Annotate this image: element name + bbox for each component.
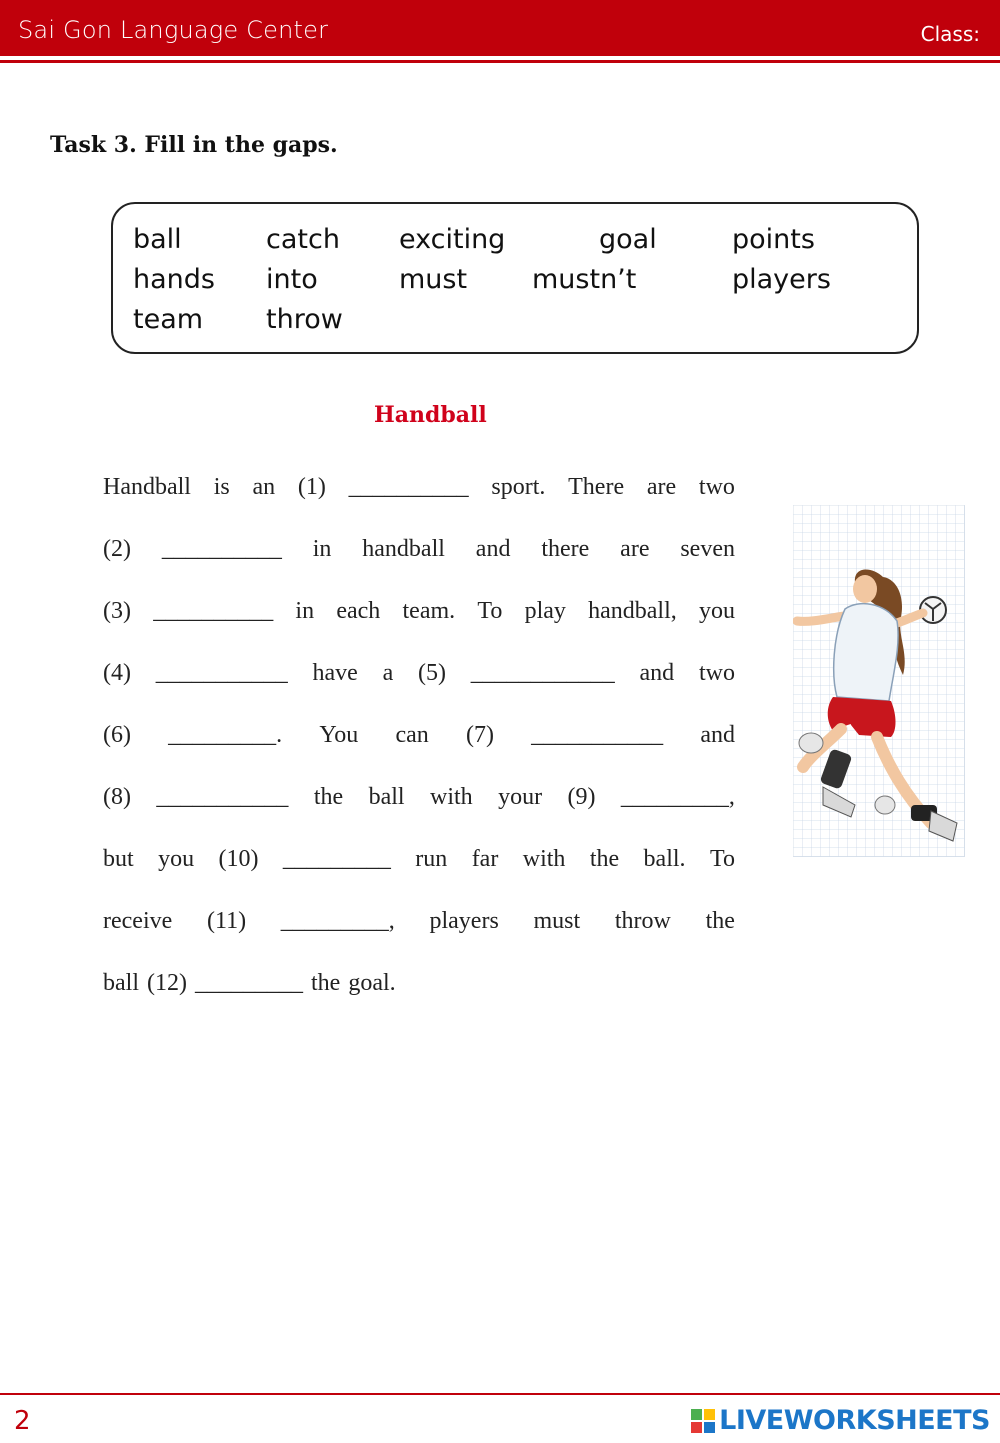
passage-line	[103, 474, 735, 501]
answer-blank[interactable]: __________	[161, 536, 282, 562]
answer-blank[interactable]: ___________	[155, 660, 288, 686]
word-bank-item[interactable]: goal	[599, 224, 657, 255]
passage-line	[103, 598, 735, 625]
passage-word: and	[475, 536, 511, 562]
answer-blank[interactable]: ____________	[470, 660, 615, 686]
passage-word: (6)	[103, 722, 131, 748]
passage-word: You	[319, 722, 359, 748]
passage-word: players	[429, 908, 499, 934]
passage-word: (1)	[297, 474, 326, 500]
answer-blank[interactable]: ___________	[156, 784, 289, 810]
answer-blank[interactable]: _________,	[280, 908, 395, 934]
word-bank-item[interactable]: ball	[133, 224, 182, 255]
passage-line	[103, 908, 735, 935]
class-label: Class:	[920, 22, 980, 46]
liveworksheets-logo-icon	[691, 1409, 715, 1433]
passage-word: (5)	[418, 660, 446, 686]
passage-word: handball	[362, 536, 445, 562]
word-bank-item[interactable]: into	[266, 264, 318, 295]
answer-blank[interactable]: __________	[348, 474, 469, 500]
answer-blank[interactable]: _________,	[620, 784, 735, 810]
brand[interactable]	[691, 1405, 990, 1436]
passage-word: is	[213, 474, 230, 500]
passage-line	[103, 660, 735, 687]
passage-word: (11)	[206, 908, 247, 934]
answer-blank[interactable]: ___________	[531, 722, 664, 748]
passage-word: two	[698, 474, 735, 500]
word-bank-item[interactable]: must	[399, 264, 468, 295]
word-bank-item[interactable]: team	[133, 304, 204, 335]
brand-name: LIVEWORKSHEETS	[719, 1405, 990, 1436]
passage-word: Handball	[103, 474, 191, 500]
passage-word: There	[568, 474, 625, 500]
passage-word: goal.	[348, 970, 396, 996]
word-bank-item[interactable]: catch	[266, 224, 340, 255]
passage-word: with	[430, 784, 473, 810]
passage-word: sport.	[491, 474, 546, 500]
footer-divider	[0, 1393, 1000, 1395]
passage-word: (4)	[103, 660, 131, 686]
passage-word: have	[312, 660, 358, 686]
passage-word: ball	[368, 784, 405, 810]
passage-word: throw	[614, 908, 671, 934]
passage-word: are	[620, 536, 650, 562]
passage-line	[103, 970, 735, 997]
passage-word: play	[524, 598, 566, 624]
center-name: Sai Gon Language Center	[18, 16, 329, 44]
passage-word: you	[698, 598, 735, 624]
passage-word: with	[522, 846, 566, 872]
handball-player-icon	[793, 505, 965, 857]
passage-word: (3)	[103, 598, 131, 624]
passage-word: (9)	[567, 784, 596, 810]
passage-word: To	[709, 846, 735, 872]
passage-word: in	[295, 598, 315, 624]
task-title: Task 3. Fill in the gaps.	[50, 132, 338, 158]
passage-word: are	[646, 474, 677, 500]
passage-word: a	[382, 660, 394, 686]
word-bank-item[interactable]: players	[732, 264, 831, 295]
passage-word: the	[589, 846, 620, 872]
passage-line	[103, 846, 735, 873]
passage-word: the	[310, 970, 341, 996]
passage-line	[103, 722, 735, 749]
passage-word: (10)	[218, 846, 259, 872]
passage-title: Handball	[374, 402, 487, 428]
passage-word: team.	[402, 598, 456, 624]
passage-word: there	[541, 536, 590, 562]
answer-blank[interactable]: _________	[282, 846, 391, 872]
passage-word: (7)	[465, 722, 494, 748]
passage-word: ball.	[643, 846, 686, 872]
header-divider	[0, 60, 1000, 63]
passage-word: each	[336, 598, 381, 624]
passage-word: can	[395, 722, 429, 748]
passage-word: two	[698, 660, 735, 686]
passage-word: (8)	[103, 784, 131, 810]
header-bar	[0, 0, 1000, 56]
passage-word: receive	[103, 908, 173, 934]
answer-blank[interactable]: _________	[194, 970, 303, 996]
word-bank-item[interactable]: points	[732, 224, 815, 255]
passage-word: and	[700, 722, 735, 748]
passage-word: To	[477, 598, 503, 624]
answer-blank[interactable]: __________	[153, 598, 274, 624]
word-bank-box	[111, 202, 919, 354]
passage-word: you	[158, 846, 195, 872]
word-bank-item[interactable]: mustn’t	[532, 264, 637, 295]
passage-word: run	[415, 846, 448, 872]
passage-word: an	[252, 474, 276, 500]
word-bank-item[interactable]: throw	[266, 304, 343, 335]
passage-line	[103, 784, 735, 811]
passage-word: (2)	[103, 536, 131, 562]
passage-word: the	[705, 908, 735, 934]
word-bank-item[interactable]: hands	[133, 264, 215, 295]
passage-line	[103, 536, 735, 563]
passage-word: (12)	[147, 970, 187, 996]
passage-word: ball	[103, 970, 139, 996]
passage-word: the	[313, 784, 344, 810]
passage-word: but	[103, 846, 134, 872]
passage-word: seven	[680, 536, 735, 562]
passage-word: far	[471, 846, 499, 872]
word-bank-item[interactable]: exciting	[399, 224, 506, 255]
passage-word: must	[533, 908, 581, 934]
answer-blank[interactable]: _________.	[168, 722, 283, 748]
passage-word: your	[498, 784, 543, 810]
passage-word: and	[639, 660, 675, 686]
passage-word: handball,	[588, 598, 677, 624]
passage-word: in	[312, 536, 332, 562]
page-number: 2	[14, 1406, 31, 1436]
